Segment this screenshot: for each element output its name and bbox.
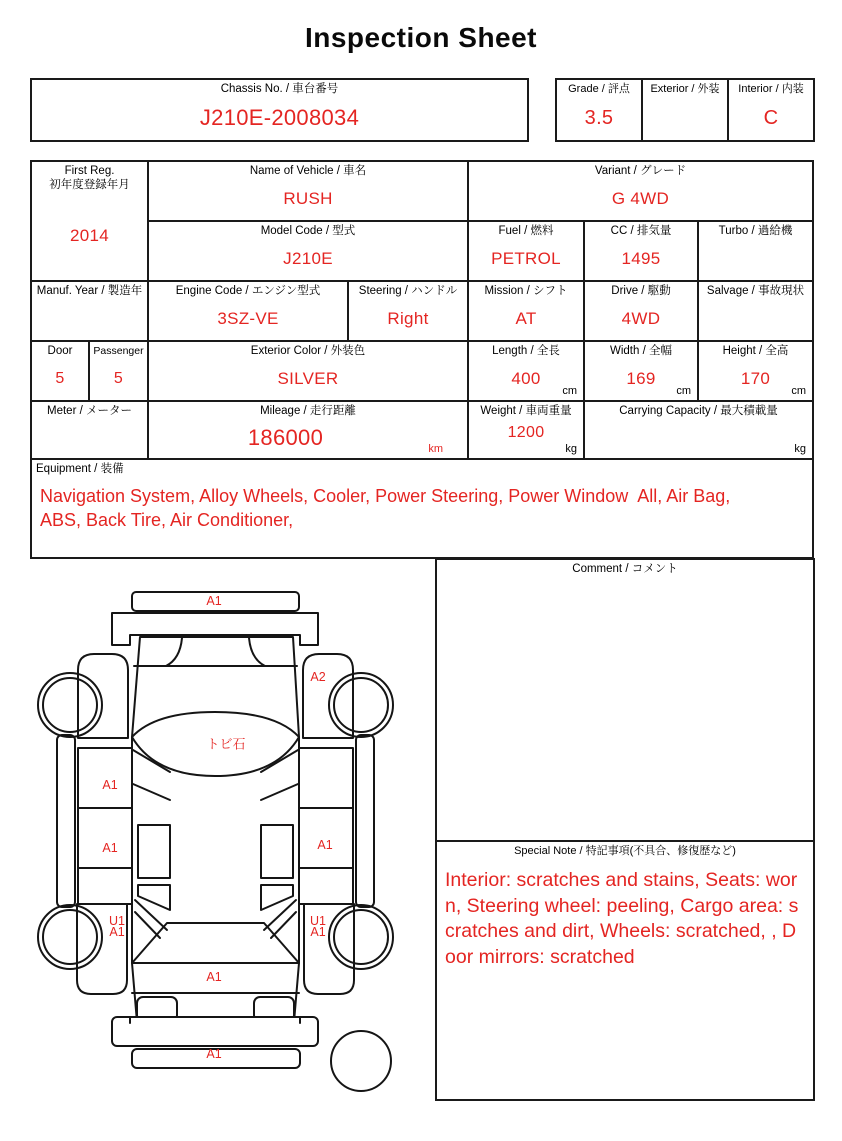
interior-grade-label: Interior / 内装 bbox=[738, 83, 804, 95]
exterior-grade-box bbox=[641, 78, 729, 142]
grade-label: Grade / 評点 bbox=[568, 83, 630, 95]
chassis-box bbox=[30, 78, 529, 142]
cell-mission bbox=[467, 280, 585, 342]
variant-value: G 4WD bbox=[611, 189, 670, 208]
length-unit: cm bbox=[562, 385, 577, 397]
grade-value: 3.5 bbox=[584, 106, 614, 129]
cell-cc bbox=[583, 220, 699, 282]
weight-unit: kg bbox=[565, 443, 577, 455]
side-sill-right-shape bbox=[356, 735, 374, 907]
cell-manuf-year bbox=[30, 280, 149, 342]
front-door-right-shape bbox=[299, 748, 353, 808]
quarter-panel-left-shape bbox=[78, 868, 132, 904]
comment-label: Comment / コメント bbox=[572, 563, 678, 575]
carrying-capacity-unit: kg bbox=[794, 443, 806, 455]
engine-code-value: 3SZ-VE bbox=[217, 309, 279, 328]
side-sill-left-shape bbox=[57, 735, 75, 907]
height-unit: cm bbox=[791, 385, 806, 397]
page-title: Inspection Sheet bbox=[304, 22, 538, 53]
grade-box bbox=[555, 78, 643, 142]
interior-grade-value: C bbox=[763, 106, 779, 129]
door-value: 5 bbox=[55, 370, 65, 387]
steering-label: Steering / ハンドル bbox=[358, 285, 458, 297]
damage-label-left-rear-door: A1 bbox=[102, 840, 118, 855]
width-label: Width / 全幅 bbox=[610, 345, 672, 357]
manuf-year-label: Manuf. Year / 製造年 bbox=[36, 285, 143, 297]
cell-weight bbox=[467, 400, 585, 460]
model-code-label: Model Code / 型式 bbox=[260, 225, 356, 237]
first-reg-value: 2014 bbox=[69, 226, 110, 245]
cell-length bbox=[467, 340, 585, 402]
damage-label-right-front-fender: A2 bbox=[310, 669, 326, 684]
vehicle-name-label: Name of Vehicle / 車名 bbox=[249, 165, 367, 177]
damage-label-front-top: A1 bbox=[206, 593, 222, 608]
first-reg-label-ja: 初年度登録年月 bbox=[49, 179, 130, 191]
comment-box bbox=[435, 558, 815, 842]
damage-label-left-quarter-u1: U1 bbox=[109, 913, 125, 928]
rear-door-left-shape bbox=[78, 808, 132, 868]
cell-height bbox=[697, 340, 814, 402]
exterior-color-value: SILVER bbox=[277, 369, 339, 388]
cell-mileage bbox=[147, 400, 469, 460]
damage-label-left-front-door: A1 bbox=[102, 777, 118, 792]
width-value: 169 bbox=[626, 369, 656, 388]
exterior-grade-label: Exterior / 外装 bbox=[650, 83, 720, 95]
mileage-label: Mileage / 走行距離 bbox=[260, 405, 356, 417]
rear-bumper-shape bbox=[112, 1017, 318, 1046]
damage-label-tailgate: A1 bbox=[206, 969, 222, 984]
cell-width bbox=[583, 340, 699, 402]
left-window-shape bbox=[138, 825, 170, 878]
steering-value: Right bbox=[387, 309, 429, 328]
cc-value: 1495 bbox=[621, 249, 661, 268]
vehicle-name-value: RUSH bbox=[283, 189, 333, 208]
damage-label-right-quarter-u1: U1 bbox=[310, 913, 326, 928]
right-window-shape bbox=[261, 825, 293, 878]
equipment-box bbox=[30, 458, 814, 559]
height-value: 170 bbox=[740, 369, 771, 388]
damage-label-left-quarter-a1: A1 bbox=[109, 924, 125, 939]
drive-label: Drive / 駆動 bbox=[611, 285, 671, 297]
model-code-value: J210E bbox=[283, 249, 333, 268]
weight-label: Weight / 車両重量 bbox=[480, 405, 572, 417]
mileage-value: 186000 bbox=[247, 425, 324, 450]
salvage-label: Salvage / 事故現状 bbox=[706, 285, 805, 297]
cell-turbo bbox=[697, 220, 814, 282]
drive-value: 4WD bbox=[621, 309, 661, 328]
chassis-label: Chassis No. / 車台番号 bbox=[220, 83, 339, 95]
width-unit: cm bbox=[676, 385, 691, 397]
cell-meter bbox=[30, 400, 149, 460]
equipment-label: Equipment / 装備 bbox=[36, 463, 124, 475]
cell-door bbox=[30, 340, 90, 402]
variant-label: Variant / グレード bbox=[594, 165, 687, 177]
special-note-label: Special Note / 特記事項(不具合、修復歴など) bbox=[514, 845, 736, 857]
length-value: 400 bbox=[511, 369, 541, 388]
cell-passenger bbox=[88, 340, 149, 402]
special-note-text: Interior: scratches and stains, Seats: worn, Steering wheel: peeling, Cargo area: scratches and dirt, Wheels: scratched, , Door mirrors: scratched bbox=[445, 869, 799, 969]
front-fender-right-shape bbox=[303, 654, 353, 738]
cell-drive bbox=[583, 280, 699, 342]
length-label: Length / 全長 bbox=[492, 345, 560, 357]
cell-fuel bbox=[467, 220, 585, 282]
damage-label-stone-chip: トビ石 bbox=[206, 736, 246, 752]
front-fender-left-shape bbox=[78, 654, 128, 738]
turbo-label: Turbo / 過給機 bbox=[718, 225, 793, 237]
cc-label: CC / 排気量 bbox=[610, 225, 672, 237]
damage-label-right-rear-door: A1 bbox=[317, 837, 333, 852]
cell-steering bbox=[347, 280, 469, 342]
cell-engine-code bbox=[147, 280, 349, 342]
cell-model-code bbox=[147, 220, 469, 282]
weight-value: 1200 bbox=[507, 424, 545, 441]
cell-vehicle-name bbox=[147, 160, 469, 222]
car-diagram-svg bbox=[30, 560, 435, 1135]
chassis-value: J210E-2008034 bbox=[199, 105, 360, 130]
mission-label: Mission / シフト bbox=[484, 285, 568, 297]
height-label: Height / 全高 bbox=[722, 345, 789, 357]
carrying-capacity-label: Carrying Capacity / 最大積載量 bbox=[619, 405, 778, 417]
cell-exterior-color bbox=[147, 340, 469, 402]
mileage-unit: km bbox=[428, 443, 443, 455]
special-note-box bbox=[435, 840, 815, 1101]
fuel-value: PETROL bbox=[491, 249, 561, 268]
cell-salvage bbox=[697, 280, 814, 342]
damage-label-right-quarter-a1: A1 bbox=[310, 924, 326, 939]
spare-tire-shape bbox=[331, 1031, 391, 1091]
interior-grade-box bbox=[727, 78, 815, 142]
fuel-label: Fuel / 燃料 bbox=[498, 225, 554, 237]
passenger-label: Passenger bbox=[93, 345, 144, 357]
mission-value: AT bbox=[515, 309, 537, 328]
car-damage-diagram bbox=[30, 560, 435, 1135]
cell-variant bbox=[467, 160, 814, 222]
equipment-text: Navigation System, Alloy Wheels, Cooler, Power Steering, Power Window All, Air Bag, ABS, Back Tire, Air Conditioner, bbox=[40, 486, 735, 531]
quarter-panel-right-shape bbox=[299, 868, 353, 904]
exterior-color-label: Exterior Color / 外装色 bbox=[250, 345, 366, 357]
passenger-value: 5 bbox=[113, 370, 124, 387]
engine-code-label: Engine Code / エンジン型式 bbox=[175, 285, 321, 297]
door-label: Door bbox=[47, 345, 73, 357]
damage-label-rear-bottom: A1 bbox=[206, 1046, 222, 1061]
cell-first-reg bbox=[30, 160, 149, 282]
meter-label: Meter / メーター bbox=[47, 405, 132, 417]
cell-carrying-capacity bbox=[583, 400, 814, 460]
first-reg-label-en: First Reg. bbox=[64, 165, 115, 177]
